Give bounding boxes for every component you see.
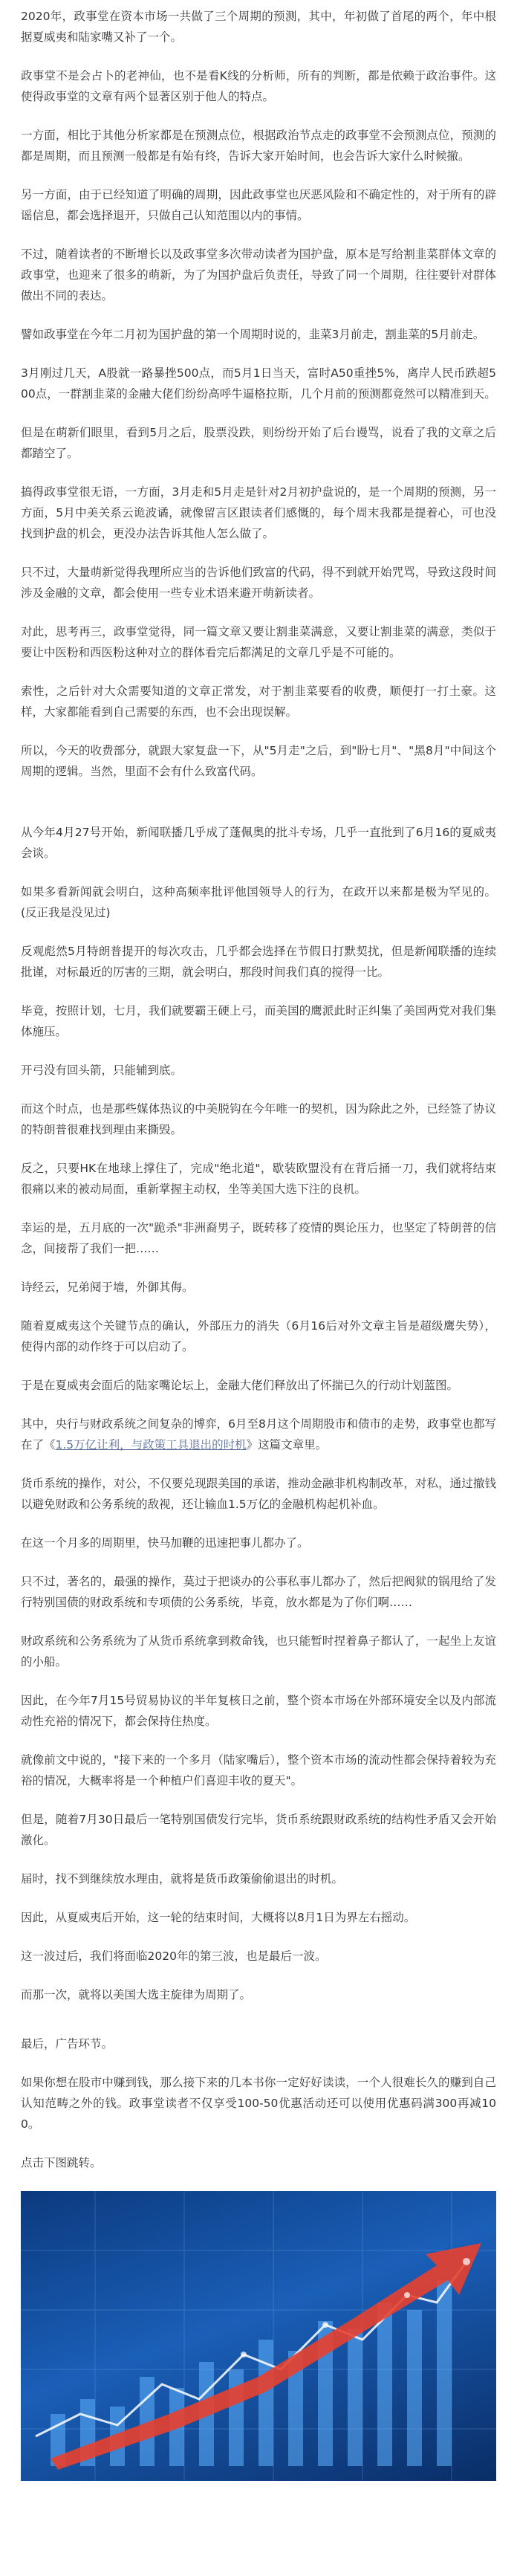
paragraph: 财政系统和公务系统为了从货币系统拿到救命钱，也只能暂时捏着鼻子都认了，一起坐上友谊的小船。: [21, 1634, 496, 1669]
paragraph: 搞得政事堂很无语，一方面，3月走和5月走是针对2月初护盘说的，是一个周期的预测，另一方面，5月中美关系云诡波谲，就像留言区跟读者们感慨的，每个周末我都是提着心，可也没找到护盘的机会，更没办法告诉其他人怎么做了。: [21, 485, 496, 540]
paragraph: 3月刚过几天，A股就一路暴挫500点，而5月1日当天，富时A50重挫5%，离岸人民币跌超500点，一群割韭菜的金融大佬们纷纷高呼牛逼格拉斯，几个月前的预测都竟然可以精准到天。: [21, 366, 496, 401]
article-section-main: [21, 822, 496, 2005]
chart-illustration-icon: [21, 2191, 496, 2481]
paragraph: 另一方面，由于已经知道了明确的周期，因此政事堂也厌恶风险和不确定性的，对于所有的辟谣信息，都会选择退开，只做自己认知范围以内的事情。: [21, 188, 496, 222]
paragraph: 点击下图跳转。: [21, 2156, 102, 2169]
section-spacer: [21, 800, 496, 822]
paragraph: 但是在萌新们眼里，看到5月之后，股票没跌，则纷纷开始了后台谩骂，说看了我的文章之后都踏空了。: [21, 426, 496, 460]
paragraph: 如果你想在股市中赚到钱，那么接下来的几本书你一定好好读读，一个人很难长久的赚到自己认知范畴之外的钱。政事堂读者不仅享受100-50优惠活动还可以使用优惠码满300再减100。: [21, 2076, 496, 2131]
paragraph: 反观彪然5月特朗普提开的每次攻击，几乎都会选择在节假日打默契扰，但是新闻联播的连续批谨，对标最近的厉害的三期，就会明白，那段时间我们真的搅得一比。: [21, 945, 496, 979]
paragraph: 就像前文中说的，"接下来的一个多月（陆家嘴后），整个资本市场的流动性都会保持着较为充裕的情况，大概率将是一个种植户们喜迎丰收的夏天"。: [21, 1753, 496, 1787]
paragraph: 只不过，大量萌新觉得我理所应当的告诉他们致富的代码，得不到就开始咒骂，导致这段时间涉及金融的文章，都会使用一些专业术语来避开萌新读者。: [21, 566, 496, 600]
paragraph: 索性，之后针对大众需要知道的文章正常发，对于割韭菜要看的收费，顺便打一打土豪。这样，大家都能看到自己需要的东西，也不会出现误解。: [21, 685, 496, 719]
paragraph: 诗经云，兄弟阋于墙，外御其侮。: [21, 1281, 194, 1294]
paragraph: 于是在夏威夷会面后的陆家嘴论坛上，金融大佬们释放出了怀揣已久的行动计划蓝图。: [21, 1379, 459, 1392]
paragraph: 反之，只要HK在地球上撑住了，完成"绝北道"，歇装欧盟没有在背后捅一刀，我们就将结束很痛以来的被动局面，重新掌握主动权，坐等美国大选下注的良机。: [21, 1162, 496, 1196]
paragraph: 因此，在今年7月15号贸易协议的半年复核日之前，整个资本市场在外部环境安全以及内部流动性充裕的情况下，都会保持住热度。: [21, 1694, 496, 1728]
paragraph: 因此，从夏威夷后开始，这一轮的结束时间，大概将以8月1日为界左右摇动。: [21, 1911, 416, 1924]
paragraph: 对此，思考再三，政事堂觉得，同一篇文章又要让割韭菜满意，又要让割韭菜的满意，类似于要让中医粉和西医粉这种对立的群体看完后都满足的文章几乎是不可能的。: [21, 625, 496, 659]
article-section-ad: [21, 2033, 496, 2173]
paragraph: 不过，随着读者的不断增长以及政事堂多次带动读者为国护盘，原本是写给割韭菜群体文章的政事堂，也迎来了很多的萌新，为了为国护盘后负责任，导致了同一个周期，往往要针对群体做出不同的表达。: [21, 247, 496, 302]
paragraph: 而这个时点，也是那些媒体热议的中美脱钩在今年唯一的契机，因为除此之外，已经签了协议的特朗普很难找到理由来撕毁。: [21, 1102, 496, 1136]
paragraph: 如果多看新闻就会明白，这种高频率批评他国领导人的行为，在政开以来都是极为罕见的。(反正我是没见过): [21, 885, 496, 919]
paragraph: 货币系统的操作，对公，不仅要兑现跟美国的承诺，推动金融非机构制改革，对私，通过撤钱以避免财政和公务系统的敌视，还让输血1.5万亿的金融机构起机补血。: [21, 1477, 496, 1511]
paragraph: 只不过，著名的，最强的操作，莫过于把谈办的公事私事儿都办了，然后把阀狱的锅甩给了发行特别国债的财政系统和专项债的公务系统，毕竟，放水都是为了你们啊……: [21, 1575, 496, 1609]
article-link[interactable]: 1.5万亿让利，与政策工具退出的时机: [55, 1438, 247, 1452]
paragraph: 最后，广告环节。: [21, 2037, 114, 2051]
paragraph: 这一波过后，我们将面临2020年的第三波，也是最后一波。: [21, 1949, 327, 1963]
paragraph: 2020年，政事堂在资本市场一共做了三个周期的预测，其中，年初做了首尾的两个，年中根据夏威夷和陆家嘴又补了一个。: [21, 10, 496, 44]
stock-chart-image[interactable]: [21, 2191, 496, 2481]
paragraph: 届时，找不到继续放水理由，就将是货币政策偷偷退出的时机。: [21, 1872, 344, 1886]
paragraph: 在这一个月多的周期里，快马加鞭的迅速把事儿都办了。: [21, 1536, 309, 1550]
paragraph: 一方面，相比于其他分析家都是在预测点位，根据政治节点走的政事堂不会预测点位，预测的都是周期，而且预测一般都是有始有终，告诉大家开始时间，也会告诉大家什么时候撤。: [21, 129, 496, 163]
paragraph: 从今年4月27号开始，新闻联播几乎成了蓬佩奥的批斗专场，几乎一直批到了6月16的夏威夷会谈。: [21, 826, 496, 860]
paragraph: 政事堂不是会占卜的老神仙，也不是看K线的分析师，所有的判断，都是依赖于政治事件。这使得政事堂的文章有两个显著区别于他人的特点。: [21, 69, 496, 103]
paragraph: 随着夏威夷这个关键节点的确认，外部压力的消失（6月16后对外文章主旨是超级鹰失势），使得内部的动作终于可以启动了。: [21, 1319, 496, 1353]
paragraph: 其中，央行与财政系统之间复杂的博弈，6月至8月这个周期股市和债市的走势，政事堂也都写在了《1.5万亿让利，与政策工具退出的时机》这篇文章里。: [21, 1417, 496, 1452]
section-spacer: [21, 2023, 496, 2033]
paragraph: 譬如政事堂在今年二月初为国护盘的第一个周期时说的，韭菜3月前走，割韭菜的5月前走。: [21, 328, 485, 341]
paragraph: 所以，今天的收费部分，就跟大家复盘一下，从"5月走"之后，到"盼七月"、"黑8月"中间这个周期的逻辑。当然，里面不会有什么致富代码。: [21, 744, 496, 778]
article-section-intro: [21, 6, 496, 782]
paragraph: 而那一次，就将以美国大选主旋律为周期了。: [21, 1988, 252, 2001]
paragraph: 毕竟，按照计划，七月，我们就要霸王硬上弓，而美国的鹰派此时正纠集了美国两党对我们集体施压。: [21, 1004, 496, 1038]
paragraph: 幸运的是，五月底的一次"跪杀"非洲裔男子，既转移了疫情的舆论压力，也坚定了特朗普的信念，间接帮了我们一把……: [21, 1221, 496, 1255]
paragraph: 开弓没有回头箭，只能辅到底。: [21, 1064, 183, 1077]
paragraph: 但是，随着7月30日最后一笔特别国债发行完毕，货币系统跟财政系统的结构性矛盾又会开始激化。: [21, 1813, 496, 1847]
